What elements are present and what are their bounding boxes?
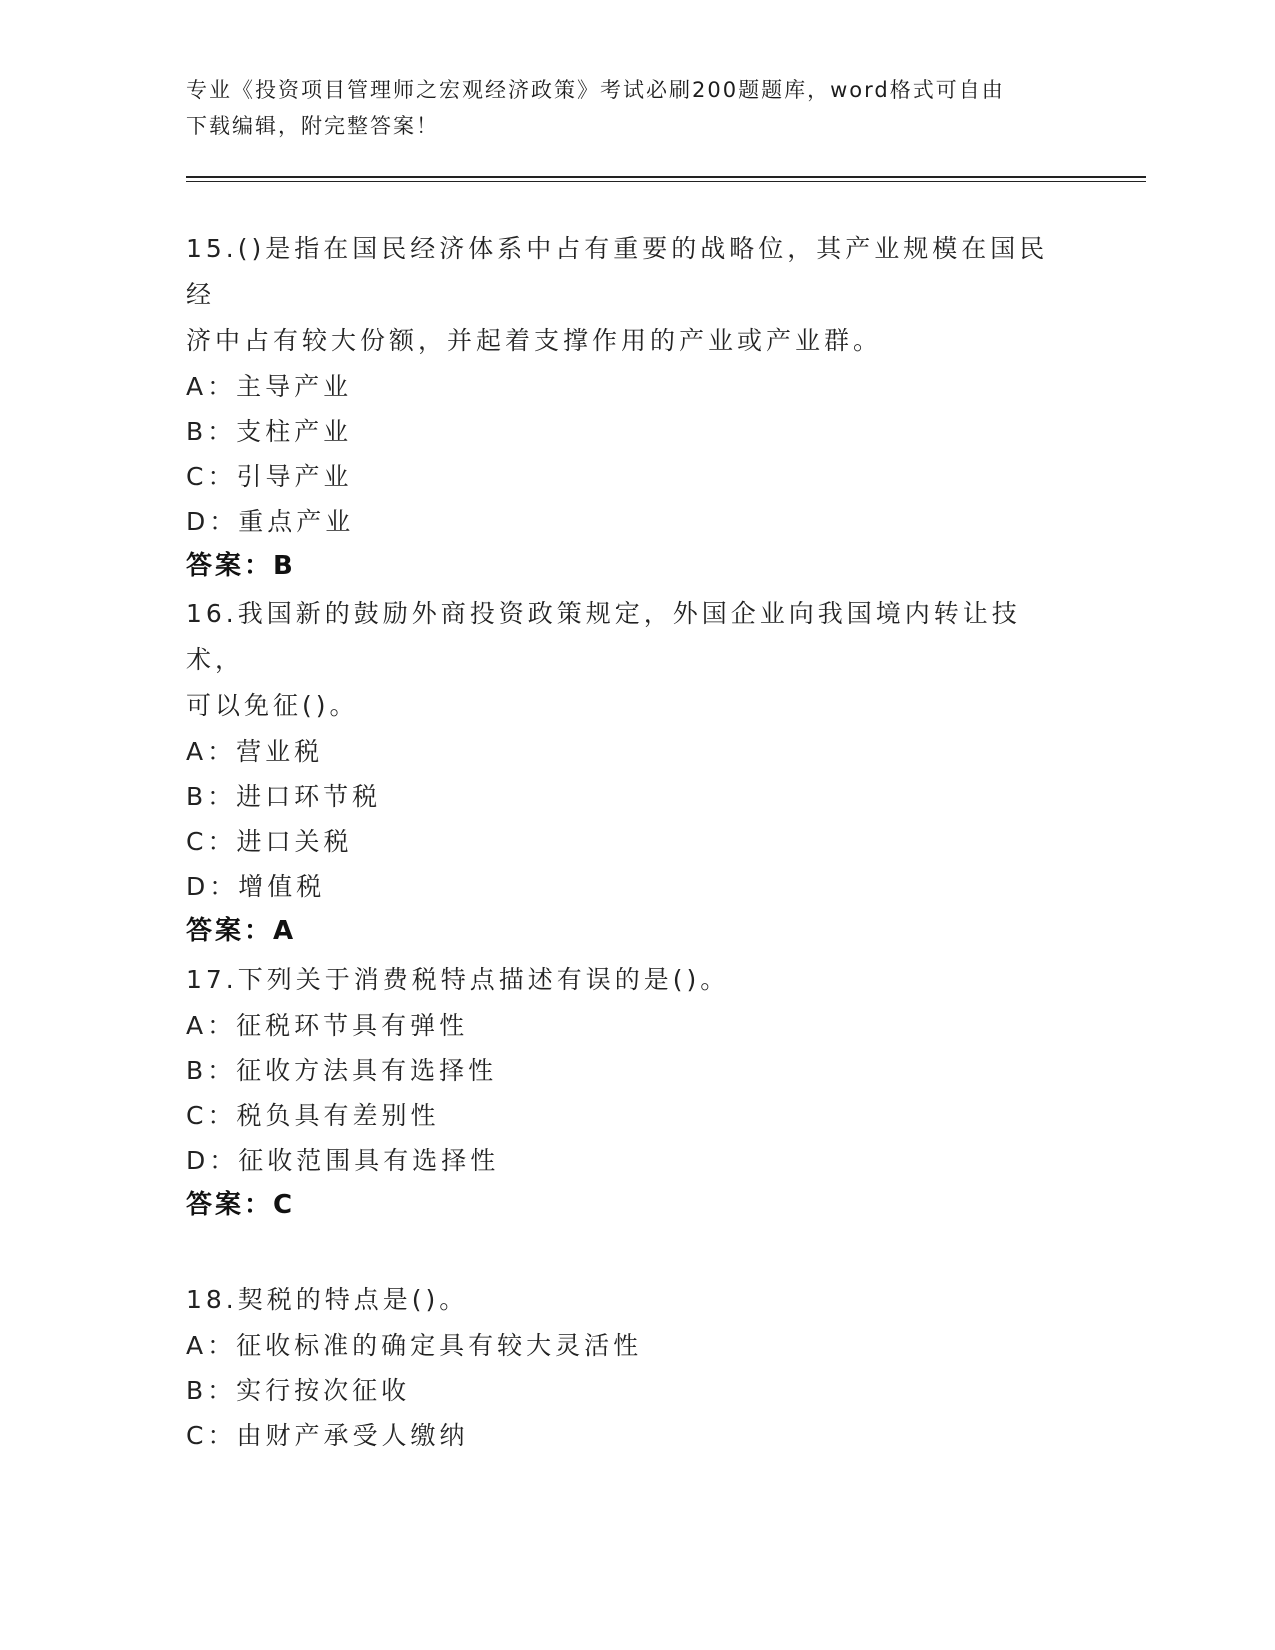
option-c: C：税负具有差别性 xyxy=(186,1101,440,1130)
question-16 xyxy=(186,591,1076,954)
header-line-1: 专业《投资项目管理师之宏观经济政策》考试必刷200题题库，word格式可自由 xyxy=(186,78,1005,102)
option-b: B：征收方法具有选择性 xyxy=(186,1056,498,1085)
option-b: B：支柱产业 xyxy=(186,417,353,446)
question-18 xyxy=(186,1277,1076,1458)
answer: 答案：B xyxy=(186,551,296,581)
option-d: D：征收范围具有选择性 xyxy=(186,1146,500,1175)
question-17 xyxy=(186,957,1076,1228)
option-a: A：征收标准的确定具有较大灵活性 xyxy=(186,1331,643,1360)
option-b: B：实行按次征收 xyxy=(186,1376,411,1405)
option-d: D：重点产业 xyxy=(186,507,355,536)
option-c: C：引导产业 xyxy=(186,462,353,491)
question-stem-line: 16.我国新的鼓励外商投资政策规定，外国企业向我国境内转让技术， xyxy=(186,599,1021,674)
option-d: D：增值税 xyxy=(186,872,326,901)
header-line-2: 下载编辑，附完整答案！ xyxy=(186,114,439,138)
question-stem-line: 可以免征()。 xyxy=(186,691,359,720)
question-stem-line: 18.契税的特点是()。 xyxy=(186,1285,469,1314)
answer: 答案：C xyxy=(186,1190,296,1220)
header-divider-thin xyxy=(186,181,1146,182)
option-b: B：进口环节税 xyxy=(186,782,382,811)
question-stem-line: 15.()是指在国民经济体系中占有重要的战略位，其产业规模在国民经 xyxy=(186,234,1049,309)
question-15 xyxy=(186,226,1076,589)
header-divider-thick xyxy=(186,176,1146,178)
question-stem-line: 济中占有较大份额，并起着支撑作用的产业或产业群。 xyxy=(186,326,883,355)
option-a: A：征税环节具有弹性 xyxy=(186,1011,469,1040)
option-a: A：营业税 xyxy=(186,737,324,766)
option-c: C：由财产承受人缴纳 xyxy=(186,1421,469,1450)
answer: 答案：A xyxy=(186,916,297,946)
document-header xyxy=(186,72,1066,144)
option-c: C：进口关税 xyxy=(186,827,353,856)
question-stem-line: 17.下列关于消费税特点描述有误的是()。 xyxy=(186,965,730,994)
option-a: A：主导产业 xyxy=(186,372,353,401)
